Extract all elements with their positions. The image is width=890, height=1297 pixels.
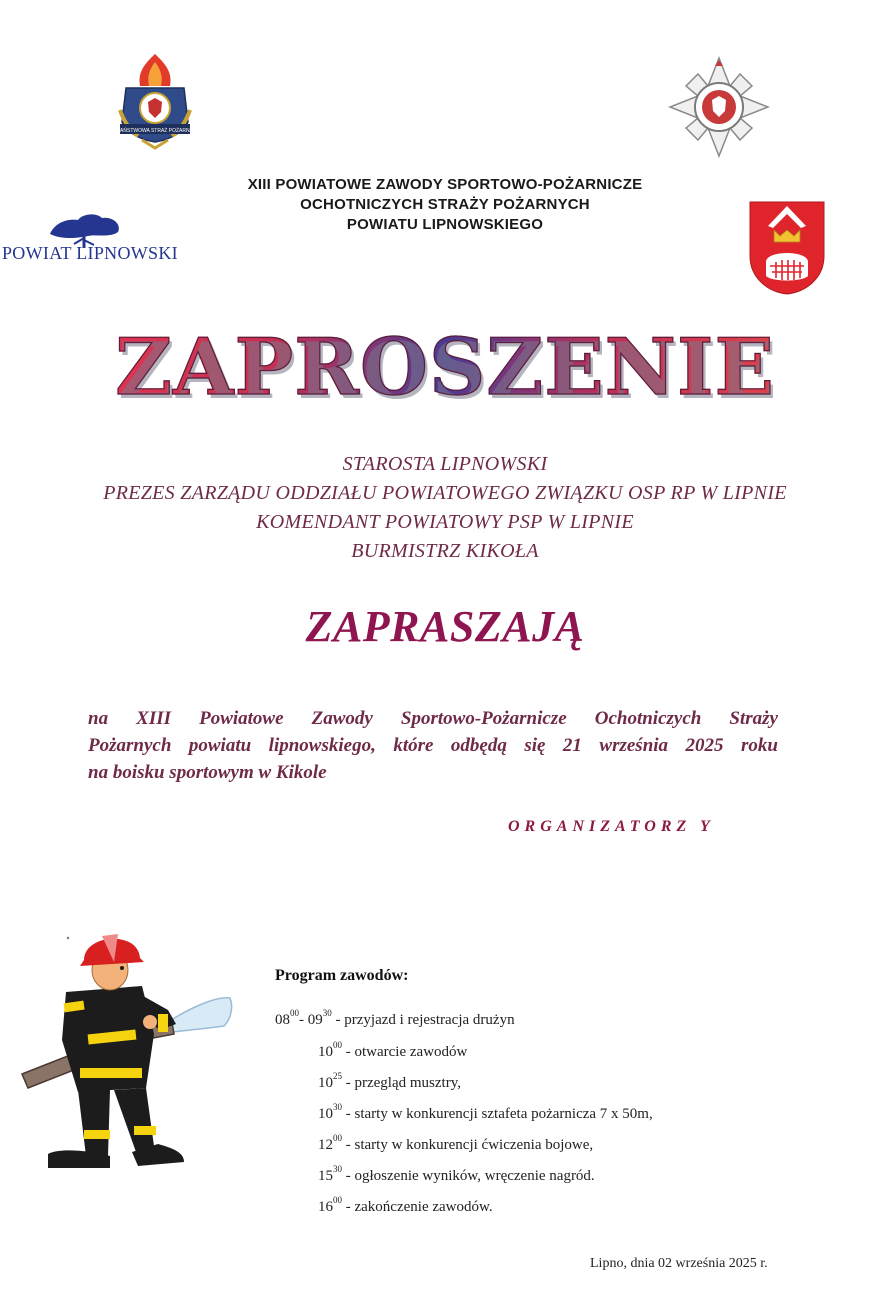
program-item-text: - starty w konkurencji sztafeta pożarnicza 7 x 50m, bbox=[342, 1106, 653, 1122]
program-item bbox=[318, 1068, 461, 1093]
time-minute: 00 bbox=[333, 1195, 342, 1205]
psp-logo bbox=[112, 52, 198, 150]
program-item bbox=[318, 1130, 593, 1155]
competition-header bbox=[120, 175, 770, 235]
time-minute: 30 bbox=[333, 1102, 342, 1112]
time-separator: - bbox=[299, 1012, 308, 1028]
program-item-text: - ogłoszenie wyników, wręczenie nagród. bbox=[342, 1168, 595, 1184]
time-minute: 30 bbox=[333, 1164, 342, 1174]
program-item-text: - starty w konkurencji ćwiczenia bojowe, bbox=[342, 1137, 594, 1153]
time-minute: 00 bbox=[333, 1133, 342, 1143]
organizers-signature: ORGANIZATORZ Y bbox=[508, 818, 715, 835]
host-line: BURMISTRZ KIKOŁA bbox=[351, 540, 539, 562]
program-item bbox=[318, 1192, 493, 1217]
program-item-text: - przegląd musztry, bbox=[342, 1075, 461, 1091]
powiat-logo-text: POWIAT LIPNOWSKI bbox=[2, 243, 178, 263]
psp-badge-text: PAŃSTWOWA STRAŻ POŻARNA bbox=[117, 128, 193, 134]
host-line: PREZES ZARZĄDU ODDZIAŁU POWIATOWEGO ZWIĄZKU OSP RP W LIPNIE bbox=[103, 482, 787, 504]
program-title: Program zawodów: bbox=[275, 967, 409, 984]
program-item bbox=[275, 1005, 515, 1030]
invite-heading: ZAPRASZAJĄ bbox=[305, 602, 585, 651]
program-item-text: - otwarcie zawodów bbox=[342, 1044, 468, 1060]
invitation-title bbox=[0, 318, 890, 418]
coat-of-arms bbox=[748, 200, 826, 296]
program-item bbox=[318, 1161, 595, 1186]
time-hour: 10 bbox=[318, 1106, 333, 1122]
time-minute: 30 bbox=[322, 1008, 332, 1018]
program-item bbox=[318, 1099, 653, 1124]
time-hour: 08 bbox=[275, 1012, 290, 1028]
time-hour: 16 bbox=[318, 1199, 333, 1215]
time-minute: 00 bbox=[290, 1008, 299, 1018]
program-item-text: - zakończenie zawodów. bbox=[342, 1199, 493, 1215]
invitation-body bbox=[88, 705, 778, 786]
invitation-title-text: ZAPROSZENIE bbox=[115, 322, 775, 413]
program-item bbox=[318, 1037, 467, 1062]
time-hour: 10 bbox=[318, 1044, 333, 1060]
hosts-list bbox=[0, 450, 890, 566]
host-line: STAROSTA LIPNOWSKI bbox=[342, 453, 548, 475]
time-minute: 25 bbox=[333, 1071, 342, 1081]
osp-logo bbox=[668, 56, 770, 158]
host-line: KOMENDANT POWIATOWY PSP W LIPNIE bbox=[256, 511, 634, 533]
time-hour: 12 bbox=[318, 1137, 333, 1153]
body-line: na XIII Powiatowe Zawody Sportowo-Pożarnicze Ochotniczych Straży bbox=[88, 708, 778, 729]
firefighter-illustration bbox=[18, 930, 238, 1180]
time-hour: 15 bbox=[318, 1168, 333, 1184]
place-and-date: Lipno, dnia 02 września 2025 r. bbox=[590, 1256, 768, 1271]
header-line-1: XIII POWIATOWE ZAWODY SPORTOWO-POŻARNICZE bbox=[247, 176, 643, 193]
body-line: na boisku sportowym w Kikole bbox=[88, 762, 327, 783]
header-line-2: OCHOTNICZYCH STRAŻY POŻARNYCH bbox=[300, 196, 590, 213]
body-line: Pożarnych powiatu lipnowskiego, które odbędą się 21 września 2025 roku bbox=[88, 735, 778, 756]
time-hour: 09 bbox=[307, 1012, 323, 1028]
time-minute: 00 bbox=[333, 1040, 342, 1050]
time-hour: 10 bbox=[318, 1075, 333, 1091]
header-line-3: POWIATU LIPNOWSKIEGO bbox=[346, 216, 544, 233]
program-item-text: - przyjazd i rejestracja drużyn bbox=[331, 1012, 515, 1028]
